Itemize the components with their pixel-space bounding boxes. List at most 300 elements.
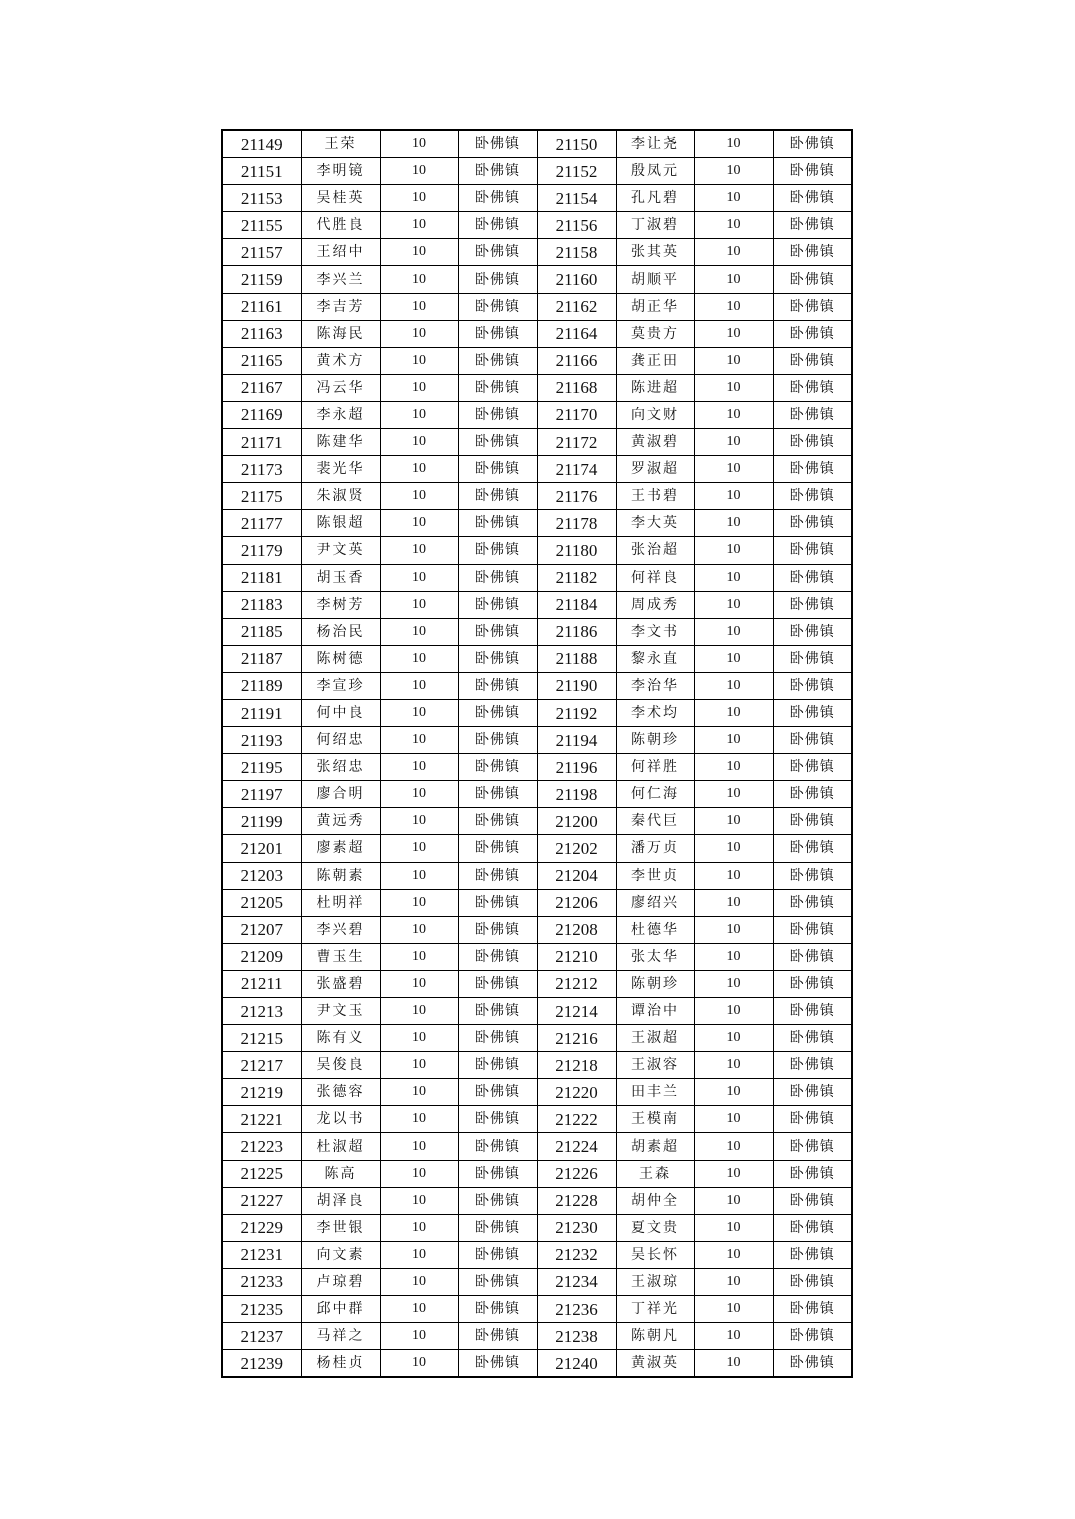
table-row [222, 1350, 852, 1378]
record-number-cell: 21214 [537, 998, 616, 1025]
person-name-cell: 李明镜 [301, 158, 380, 185]
person-name-cell: 冯云华 [301, 374, 380, 401]
amount-cell: 10 [694, 943, 773, 970]
record-number-cell: 21234 [537, 1268, 616, 1295]
record-number-cell: 21240 [537, 1350, 616, 1378]
town-cell: 卧佛镇 [458, 483, 537, 510]
amount-cell: 10 [380, 293, 458, 320]
amount-cell: 10 [380, 401, 458, 428]
town-cell: 卧佛镇 [773, 1350, 852, 1378]
person-name-cell: 陈高 [301, 1160, 380, 1187]
amount-cell: 10 [380, 347, 458, 374]
amount-cell: 10 [380, 1241, 458, 1268]
person-name-cell: 陈朝珍 [616, 970, 694, 997]
table-row [222, 916, 852, 943]
town-cell: 卧佛镇 [458, 835, 537, 862]
amount-cell: 10 [694, 618, 773, 645]
person-name-cell: 秦代巨 [616, 808, 694, 835]
person-name-cell: 龚正田 [616, 347, 694, 374]
amount-cell: 10 [694, 537, 773, 564]
record-number-cell: 21226 [537, 1160, 616, 1187]
town-cell: 卧佛镇 [458, 293, 537, 320]
record-number-cell: 21198 [537, 781, 616, 808]
table-row [222, 808, 852, 835]
town-cell: 卧佛镇 [773, 618, 852, 645]
amount-cell: 10 [380, 754, 458, 781]
amount-cell: 10 [694, 998, 773, 1025]
amount-cell: 10 [380, 1133, 458, 1160]
table-row [222, 266, 852, 293]
town-cell: 卧佛镇 [458, 970, 537, 997]
amount-cell: 10 [380, 1350, 458, 1378]
town-cell: 卧佛镇 [458, 1133, 537, 1160]
roster-body [222, 130, 852, 1377]
person-name-cell: 李兴兰 [301, 266, 380, 293]
town-cell: 卧佛镇 [458, 130, 537, 158]
person-name-cell: 孔凡碧 [616, 185, 694, 212]
amount-cell: 10 [694, 699, 773, 726]
person-name-cell: 黄淑英 [616, 1350, 694, 1378]
amount-cell: 10 [694, 1052, 773, 1079]
amount-cell: 10 [380, 510, 458, 537]
table-row [222, 456, 852, 483]
amount-cell: 10 [380, 808, 458, 835]
town-cell: 卧佛镇 [458, 266, 537, 293]
table-row [222, 564, 852, 591]
person-name-cell: 何中良 [301, 699, 380, 726]
amount-cell: 10 [694, 456, 773, 483]
person-name-cell: 吴桂英 [301, 185, 380, 212]
amount-cell: 10 [694, 727, 773, 754]
record-number-cell: 21220 [537, 1079, 616, 1106]
person-name-cell: 李术均 [616, 699, 694, 726]
table-row [222, 293, 852, 320]
town-cell: 卧佛镇 [773, 1106, 852, 1133]
record-number-cell: 21170 [537, 401, 616, 428]
town-cell: 卧佛镇 [458, 537, 537, 564]
town-cell: 卧佛镇 [773, 537, 852, 564]
record-number-cell: 21197 [222, 781, 301, 808]
town-cell: 卧佛镇 [773, 1296, 852, 1323]
town-cell: 卧佛镇 [458, 374, 537, 401]
amount-cell: 10 [380, 1187, 458, 1214]
record-number-cell: 21183 [222, 591, 301, 618]
town-cell: 卧佛镇 [458, 727, 537, 754]
amount-cell: 10 [694, 1296, 773, 1323]
amount-cell: 10 [380, 1025, 458, 1052]
town-cell: 卧佛镇 [458, 564, 537, 591]
record-number-cell: 21181 [222, 564, 301, 591]
person-name-cell: 朱淑贤 [301, 483, 380, 510]
person-name-cell: 黄术方 [301, 347, 380, 374]
record-number-cell: 21176 [537, 483, 616, 510]
record-number-cell: 21196 [537, 754, 616, 781]
amount-cell: 10 [380, 727, 458, 754]
table-row [222, 591, 852, 618]
person-name-cell: 胡玉香 [301, 564, 380, 591]
town-cell: 卧佛镇 [773, 808, 852, 835]
amount-cell: 10 [694, 158, 773, 185]
amount-cell: 10 [380, 1214, 458, 1241]
town-cell: 卧佛镇 [458, 320, 537, 347]
record-number-cell: 21217 [222, 1052, 301, 1079]
town-cell: 卧佛镇 [773, 754, 852, 781]
town-cell: 卧佛镇 [773, 130, 852, 158]
town-cell: 卧佛镇 [458, 998, 537, 1025]
record-number-cell: 21159 [222, 266, 301, 293]
amount-cell: 10 [694, 835, 773, 862]
person-name-cell: 陈树德 [301, 645, 380, 672]
amount-cell: 10 [380, 645, 458, 672]
town-cell: 卧佛镇 [773, 1133, 852, 1160]
amount-cell: 10 [694, 1350, 773, 1378]
person-name-cell: 李宣珍 [301, 672, 380, 699]
person-name-cell: 吴俊良 [301, 1052, 380, 1079]
table-row [222, 1214, 852, 1241]
record-number-cell: 21230 [537, 1214, 616, 1241]
person-name-cell: 李树芳 [301, 591, 380, 618]
record-number-cell: 21180 [537, 537, 616, 564]
record-number-cell: 21236 [537, 1296, 616, 1323]
record-number-cell: 21169 [222, 401, 301, 428]
record-number-cell: 21153 [222, 185, 301, 212]
amount-cell: 10 [380, 185, 458, 212]
amount-cell: 10 [694, 1160, 773, 1187]
amount-cell: 10 [694, 1133, 773, 1160]
record-number-cell: 21161 [222, 293, 301, 320]
record-number-cell: 21218 [537, 1052, 616, 1079]
record-number-cell: 21210 [537, 943, 616, 970]
amount-cell: 10 [380, 591, 458, 618]
record-number-cell: 21206 [537, 889, 616, 916]
record-number-cell: 21173 [222, 456, 301, 483]
town-cell: 卧佛镇 [458, 943, 537, 970]
table-row [222, 401, 852, 428]
table-row [222, 1323, 852, 1350]
person-name-cell: 黎永直 [616, 645, 694, 672]
person-name-cell: 田丰兰 [616, 1079, 694, 1106]
amount-cell: 10 [694, 645, 773, 672]
record-number-cell: 21233 [222, 1268, 301, 1295]
record-number-cell: 21165 [222, 347, 301, 374]
table-row [222, 699, 852, 726]
person-name-cell: 黄淑碧 [616, 429, 694, 456]
person-name-cell: 李兴碧 [301, 916, 380, 943]
town-cell: 卧佛镇 [458, 212, 537, 239]
record-number-cell: 21152 [537, 158, 616, 185]
amount-cell: 10 [694, 1025, 773, 1052]
town-cell: 卧佛镇 [458, 1214, 537, 1241]
person-name-cell: 王淑超 [616, 1025, 694, 1052]
town-cell: 卧佛镇 [458, 429, 537, 456]
town-cell: 卧佛镇 [773, 483, 852, 510]
table-row [222, 374, 852, 401]
table-row [222, 158, 852, 185]
town-cell: 卧佛镇 [773, 1052, 852, 1079]
town-cell: 卧佛镇 [773, 1160, 852, 1187]
record-number-cell: 21209 [222, 943, 301, 970]
table-row [222, 1241, 852, 1268]
amount-cell: 10 [694, 862, 773, 889]
amount-cell: 10 [380, 130, 458, 158]
record-number-cell: 21229 [222, 1214, 301, 1241]
table-row [222, 1296, 852, 1323]
amount-cell: 10 [694, 239, 773, 266]
person-name-cell: 王淑容 [616, 1052, 694, 1079]
record-number-cell: 21160 [537, 266, 616, 293]
record-number-cell: 21163 [222, 320, 301, 347]
record-number-cell: 21225 [222, 1160, 301, 1187]
record-number-cell: 21182 [537, 564, 616, 591]
amount-cell: 10 [694, 1323, 773, 1350]
person-name-cell: 黄远秀 [301, 808, 380, 835]
record-number-cell: 21191 [222, 699, 301, 726]
amount-cell: 10 [380, 1106, 458, 1133]
record-number-cell: 21157 [222, 239, 301, 266]
record-number-cell: 21227 [222, 1187, 301, 1214]
amount-cell: 10 [694, 1241, 773, 1268]
record-number-cell: 21239 [222, 1350, 301, 1378]
town-cell: 卧佛镇 [458, 1052, 537, 1079]
record-number-cell: 21175 [222, 483, 301, 510]
record-number-cell: 21150 [537, 130, 616, 158]
table-row [222, 212, 852, 239]
record-number-cell: 21224 [537, 1133, 616, 1160]
person-name-cell: 李世银 [301, 1214, 380, 1241]
record-number-cell: 21187 [222, 645, 301, 672]
person-name-cell: 李世贞 [616, 862, 694, 889]
town-cell: 卧佛镇 [773, 645, 852, 672]
person-name-cell: 罗淑超 [616, 456, 694, 483]
person-name-cell: 殷凤元 [616, 158, 694, 185]
table-row [222, 347, 852, 374]
person-name-cell: 何绍忠 [301, 727, 380, 754]
table-row [222, 1106, 852, 1133]
record-number-cell: 21171 [222, 429, 301, 456]
town-cell: 卧佛镇 [773, 699, 852, 726]
table-row [222, 185, 852, 212]
record-number-cell: 21235 [222, 1296, 301, 1323]
amount-cell: 10 [380, 970, 458, 997]
record-number-cell: 21172 [537, 429, 616, 456]
amount-cell: 10 [694, 1106, 773, 1133]
person-name-cell: 李让尧 [616, 130, 694, 158]
person-name-cell: 谭治中 [616, 998, 694, 1025]
town-cell: 卧佛镇 [773, 591, 852, 618]
person-name-cell: 李吉芳 [301, 293, 380, 320]
record-number-cell: 21192 [537, 699, 616, 726]
amount-cell: 10 [694, 320, 773, 347]
person-name-cell: 夏文贵 [616, 1214, 694, 1241]
table-row [222, 781, 852, 808]
town-cell: 卧佛镇 [773, 1323, 852, 1350]
town-cell: 卧佛镇 [458, 401, 537, 428]
record-number-cell: 21179 [222, 537, 301, 564]
town-cell: 卧佛镇 [773, 970, 852, 997]
person-name-cell: 杨治民 [301, 618, 380, 645]
record-number-cell: 21188 [537, 645, 616, 672]
amount-cell: 10 [380, 835, 458, 862]
amount-cell: 10 [380, 862, 458, 889]
table-row [222, 1079, 852, 1106]
town-cell: 卧佛镇 [458, 1160, 537, 1187]
person-name-cell: 张其英 [616, 239, 694, 266]
amount-cell: 10 [380, 374, 458, 401]
person-name-cell: 李永超 [301, 401, 380, 428]
amount-cell: 10 [380, 889, 458, 916]
person-name-cell: 张治超 [616, 537, 694, 564]
amount-cell: 10 [380, 564, 458, 591]
person-name-cell: 陈有义 [301, 1025, 380, 1052]
town-cell: 卧佛镇 [458, 1187, 537, 1214]
town-cell: 卧佛镇 [773, 320, 852, 347]
amount-cell: 10 [694, 212, 773, 239]
table-row [222, 239, 852, 266]
amount-cell: 10 [694, 483, 773, 510]
amount-cell: 10 [380, 672, 458, 699]
person-name-cell: 张绍忠 [301, 754, 380, 781]
record-number-cell: 21195 [222, 754, 301, 781]
table-row [222, 943, 852, 970]
person-name-cell: 王淑琼 [616, 1268, 694, 1295]
table-row [222, 1025, 852, 1052]
amount-cell: 10 [694, 429, 773, 456]
amount-cell: 10 [380, 1052, 458, 1079]
record-number-cell: 21202 [537, 835, 616, 862]
person-name-cell: 陈银超 [301, 510, 380, 537]
person-name-cell: 尹文英 [301, 537, 380, 564]
town-cell: 卧佛镇 [458, 1350, 537, 1378]
person-name-cell: 胡正华 [616, 293, 694, 320]
town-cell: 卧佛镇 [773, 158, 852, 185]
record-number-cell: 21151 [222, 158, 301, 185]
person-name-cell: 周成秀 [616, 591, 694, 618]
record-number-cell: 21203 [222, 862, 301, 889]
town-cell: 卧佛镇 [458, 591, 537, 618]
record-number-cell: 21221 [222, 1106, 301, 1133]
amount-cell: 10 [380, 699, 458, 726]
town-cell: 卧佛镇 [773, 862, 852, 889]
person-name-cell: 丁祥光 [616, 1296, 694, 1323]
town-cell: 卧佛镇 [773, 1214, 852, 1241]
person-name-cell: 廖绍兴 [616, 889, 694, 916]
person-name-cell: 陈进超 [616, 374, 694, 401]
record-number-cell: 21207 [222, 916, 301, 943]
record-number-cell: 21232 [537, 1241, 616, 1268]
town-cell: 卧佛镇 [458, 1268, 537, 1295]
town-cell: 卧佛镇 [773, 1268, 852, 1295]
amount-cell: 10 [380, 212, 458, 239]
amount-cell: 10 [380, 1296, 458, 1323]
amount-cell: 10 [694, 916, 773, 943]
amount-cell: 10 [694, 754, 773, 781]
person-name-cell: 潘万贞 [616, 835, 694, 862]
town-cell: 卧佛镇 [773, 943, 852, 970]
person-name-cell: 廖合明 [301, 781, 380, 808]
table-row [222, 429, 852, 456]
record-number-cell: 21185 [222, 618, 301, 645]
record-number-cell: 21156 [537, 212, 616, 239]
table-row [222, 483, 852, 510]
town-cell: 卧佛镇 [773, 510, 852, 537]
person-name-cell: 何祥良 [616, 564, 694, 591]
person-name-cell: 王森 [616, 1160, 694, 1187]
amount-cell: 10 [694, 781, 773, 808]
town-cell: 卧佛镇 [458, 1296, 537, 1323]
amount-cell: 10 [380, 483, 458, 510]
town-cell: 卧佛镇 [773, 266, 852, 293]
town-cell: 卧佛镇 [773, 347, 852, 374]
person-name-cell: 王绍中 [301, 239, 380, 266]
record-number-cell: 21211 [222, 970, 301, 997]
town-cell: 卧佛镇 [458, 781, 537, 808]
town-cell: 卧佛镇 [773, 374, 852, 401]
amount-cell: 10 [380, 1323, 458, 1350]
amount-cell: 10 [694, 293, 773, 320]
town-cell: 卧佛镇 [773, 239, 852, 266]
record-number-cell: 21167 [222, 374, 301, 401]
person-name-cell: 胡泽良 [301, 1187, 380, 1214]
table-row [222, 1187, 852, 1214]
record-number-cell: 21177 [222, 510, 301, 537]
table-row [222, 862, 852, 889]
person-name-cell: 代胜良 [301, 212, 380, 239]
amount-cell: 10 [694, 889, 773, 916]
table-row [222, 970, 852, 997]
table-row [222, 998, 852, 1025]
town-cell: 卧佛镇 [458, 699, 537, 726]
person-name-cell: 李大英 [616, 510, 694, 537]
amount-cell: 10 [380, 158, 458, 185]
table-row [222, 727, 852, 754]
amount-cell: 10 [694, 1187, 773, 1214]
person-name-cell: 杜德华 [616, 916, 694, 943]
town-cell: 卧佛镇 [458, 347, 537, 374]
person-name-cell: 陈朝凡 [616, 1323, 694, 1350]
person-name-cell: 胡仲全 [616, 1187, 694, 1214]
town-cell: 卧佛镇 [773, 293, 852, 320]
person-name-cell: 卢琼碧 [301, 1268, 380, 1295]
table-row [222, 672, 852, 699]
person-name-cell: 陈建华 [301, 429, 380, 456]
record-number-cell: 21190 [537, 672, 616, 699]
record-number-cell: 21168 [537, 374, 616, 401]
person-name-cell: 向文素 [301, 1241, 380, 1268]
town-cell: 卧佛镇 [458, 808, 537, 835]
town-cell: 卧佛镇 [773, 672, 852, 699]
table-row [222, 754, 852, 781]
amount-cell: 10 [380, 1268, 458, 1295]
table-row [222, 320, 852, 347]
record-number-cell: 21237 [222, 1323, 301, 1350]
town-cell: 卧佛镇 [773, 781, 852, 808]
amount-cell: 10 [694, 1268, 773, 1295]
record-number-cell: 21164 [537, 320, 616, 347]
record-number-cell: 21238 [537, 1323, 616, 1350]
amount-cell: 10 [380, 781, 458, 808]
table-row [222, 645, 852, 672]
amount-cell: 10 [380, 943, 458, 970]
record-number-cell: 21174 [537, 456, 616, 483]
town-cell: 卧佛镇 [458, 645, 537, 672]
person-name-cell: 陈朝珍 [616, 727, 694, 754]
amount-cell: 10 [380, 429, 458, 456]
table-row [222, 835, 852, 862]
person-name-cell: 莫贵方 [616, 320, 694, 347]
record-number-cell: 21166 [537, 347, 616, 374]
town-cell: 卧佛镇 [458, 1241, 537, 1268]
record-number-cell: 21149 [222, 130, 301, 158]
